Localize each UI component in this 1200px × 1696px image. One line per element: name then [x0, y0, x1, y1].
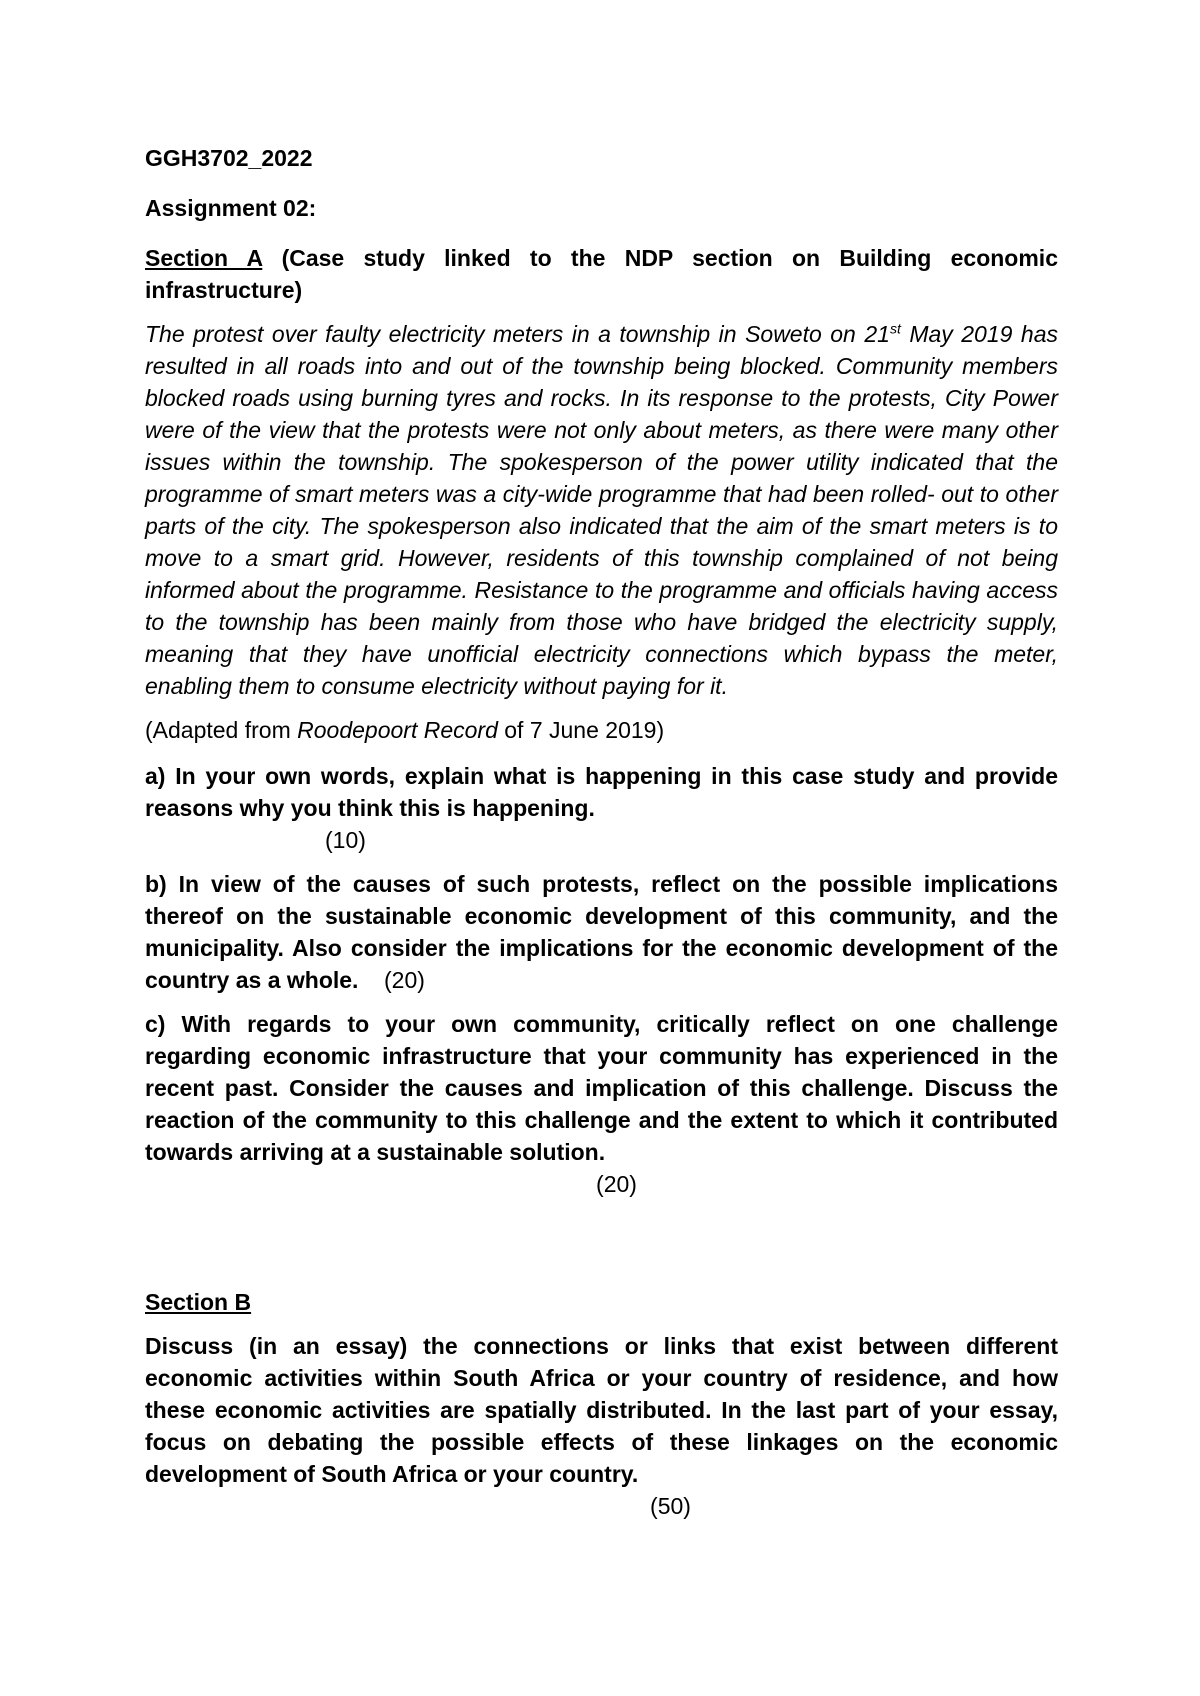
- case-study-superscript: st: [889, 320, 901, 337]
- section-spacer: [145, 1200, 1058, 1286]
- section-b-heading: Section B: [145, 1289, 252, 1315]
- section-b-heading-line: [145, 1286, 1058, 1318]
- source-citation: [145, 714, 1058, 746]
- source-suffix: of 7 June 2019): [497, 717, 665, 743]
- section-a-heading-line: [145, 242, 1058, 306]
- section-a-subheading: (Case study linked to the NDP section on Building economic infrastructure): [145, 245, 1058, 303]
- case-study-text: [145, 318, 1058, 702]
- marks-a: (10): [325, 827, 366, 853]
- question-a: a) In your own words, explain what is happening in this case study and provide reasons why you think this is happening.: [145, 763, 1058, 821]
- question-b: [145, 868, 1058, 996]
- assignment-title: Assignment 02:: [145, 195, 317, 221]
- section-b-question: Discuss (in an essay) the connections or links that exist between different economic activities within South Africa or your country of residence, and how these economic activities are spatially distributed. In the last part of your essay, focus on debating the possible effects of these linkages on the economic development of South Africa or your country.: [145, 1333, 1058, 1487]
- marks-section-b: (50): [650, 1493, 691, 1519]
- question-b-text: b) In view of the causes of such protests, reflect on the possible implications thereof on the sustainable economic development of this community, and the municipality. Also consider the implications for the economic development of the country as a whole.: [145, 871, 1058, 993]
- case-study-part1: The protest over faulty electricity meters in a township in Soweto on 21: [145, 321, 890, 347]
- question-c: c) With regards to your own community, critically reflect on one challenge regarding economic infrastructure that your community has experienced in the recent past. Consider the causes and implication of this challenge. Discuss the reaction of the community to this challenge and the extent to which it contributed towards arriving at a sustainable solution.: [145, 1011, 1058, 1165]
- section-a-heading: Section A: [145, 245, 263, 271]
- marks-c: (20): [596, 1171, 637, 1197]
- course-code: GGH3702_2022: [145, 145, 313, 171]
- marks-b: (20): [384, 967, 425, 993]
- source-title: Roodepoort Record: [297, 717, 498, 743]
- source-prefix: (Adapted from: [145, 717, 298, 743]
- case-study-part2: May 2019 has resulted in all roads into and out of the township being blocked. Community members blocked roads using burning tyres and rocks. In its response to the protests, City Power were of the view that the protests were not only about meters, as there were many other issues within the township. The spokesperson of the power utility indicated that the programme of smart meters was a city-wide programme that had been rolled- out to other parts of the city. The spokesperson also indicated that the aim of the smart meters is to move to a smart grid. However, residents of this township complained of not being informed about the programme. Resistance to the programme and officials having access to the township has been mainly from those who have bridged the electricity supply, meaning that they have unofficial electricity connections which bypass the meter, enabling them to consume electricity without paying for it.: [145, 321, 1058, 699]
